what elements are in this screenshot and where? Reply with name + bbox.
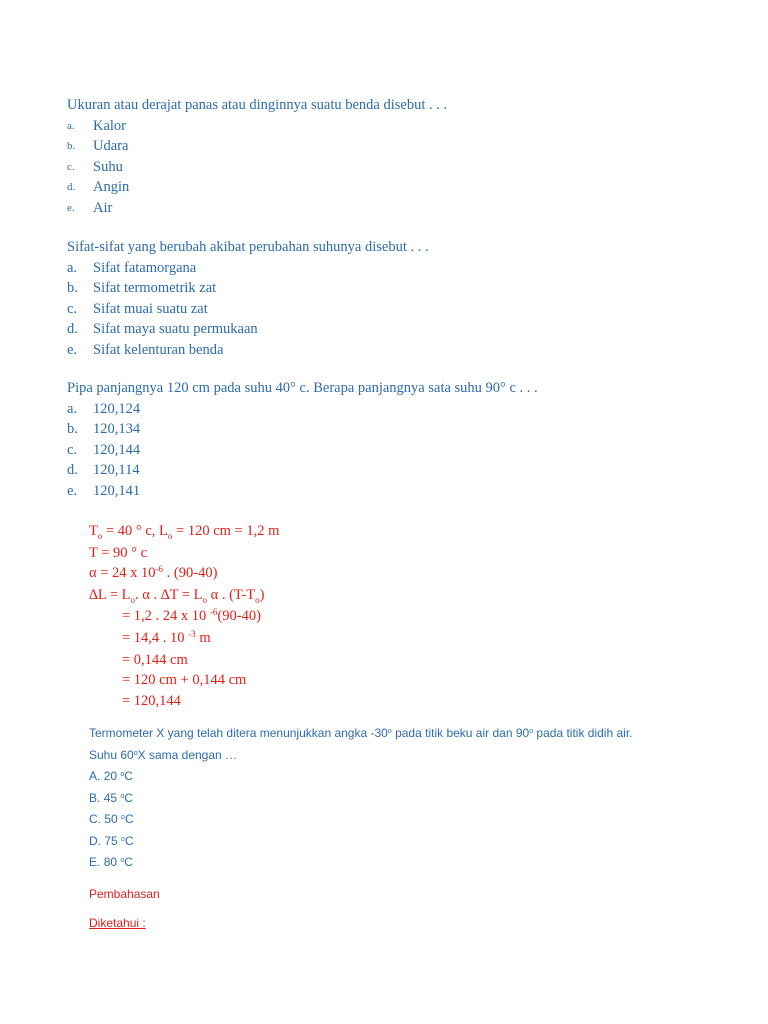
question-1-text: Ukuran atau derajat panas atau dinginnya suatu benda disebut . . . (67, 97, 448, 113)
question-3-options (67, 399, 538, 502)
option-e: e. Sifat kelenturan benda (67, 341, 224, 358)
question-3 (67, 378, 538, 502)
solution-line-4: $\Delta L = L_o$. α . $\Delta T = L_o$ α . $(T-T_o)$ (89, 586, 265, 605)
option-e: e. Air (67, 199, 113, 216)
solution-line-7: = 0,144 cm (122, 651, 188, 668)
solution-line-3: α = 24 x $10^{-6}$ . (90-40) (89, 564, 218, 582)
option-b: b. Udara (67, 138, 129, 155)
question-4 (89, 724, 633, 934)
question-4-line-1: Termometer X yang telah ditera menunjukkan angka -30$^o$ pada titik beku air dan 90$^o$ pada titik didih air. (89, 726, 633, 740)
option-c: C. 50 $^o$C (89, 812, 134, 826)
option-c: c. Suhu (67, 158, 123, 175)
solution-line-9: = 120,144 (122, 692, 181, 709)
solution-line-2: T = 90 ° c (89, 544, 148, 561)
option-d: D. 75 $^o$C (89, 833, 134, 848)
solution-line-6: = 14,4 . 10 $^{-3}$ m (122, 628, 211, 646)
solution-line-5: = 1,2 . 24 x 10 $^{-6}$(90-40) (122, 607, 261, 625)
option-a: A. 20 $^o$C (89, 769, 133, 783)
question-2-text: Sifat-sifat yang berubah akibat perubahan suhunya disebut . . . (67, 239, 429, 255)
option-d: d. 120,114 (67, 462, 140, 479)
option-b: B. 45 $^o$C (89, 790, 133, 805)
option-b: b. 120,134 (67, 421, 141, 438)
option-c: c. 120,144 (67, 441, 141, 458)
solution-line-8: = 120 cm + 0,144 cm (122, 672, 247, 689)
solution-block (89, 521, 279, 711)
question-2-options (67, 258, 429, 361)
option-a: a. Sifat fatamorgana (67, 259, 197, 276)
question-4-line-2: Suhu 60$^o$X sama dengan … (89, 747, 238, 762)
option-e: E. 80 $^o$C (89, 855, 133, 869)
option-d: d. Angin (67, 179, 130, 196)
question-2 (67, 237, 429, 361)
option-e: e. 120,141 (67, 482, 141, 499)
question-1 (67, 95, 447, 219)
option-b: b. Sifat termometrik zat (67, 280, 217, 297)
option-a: a. 120,124 (67, 400, 141, 417)
option-a: a. Kalor (67, 117, 127, 134)
solution-line-1: $T_o = 40$ ° c, $L_o = 120$ cm = 1,2 m (89, 523, 280, 541)
option-d: d. Sifat maya suatu permukaan (67, 321, 258, 338)
question-1-options (67, 116, 447, 219)
diketahui-heading: Diketahui : (89, 916, 146, 930)
pembahasan-heading: Pembahasan (89, 886, 160, 901)
option-c: c. Sifat muai suatu zat (67, 300, 208, 317)
question-3-text: Pipa panjangnya 120 cm pada suhu 40° c. Berapa panjangnya sata suhu 90° c . . . (67, 380, 538, 396)
